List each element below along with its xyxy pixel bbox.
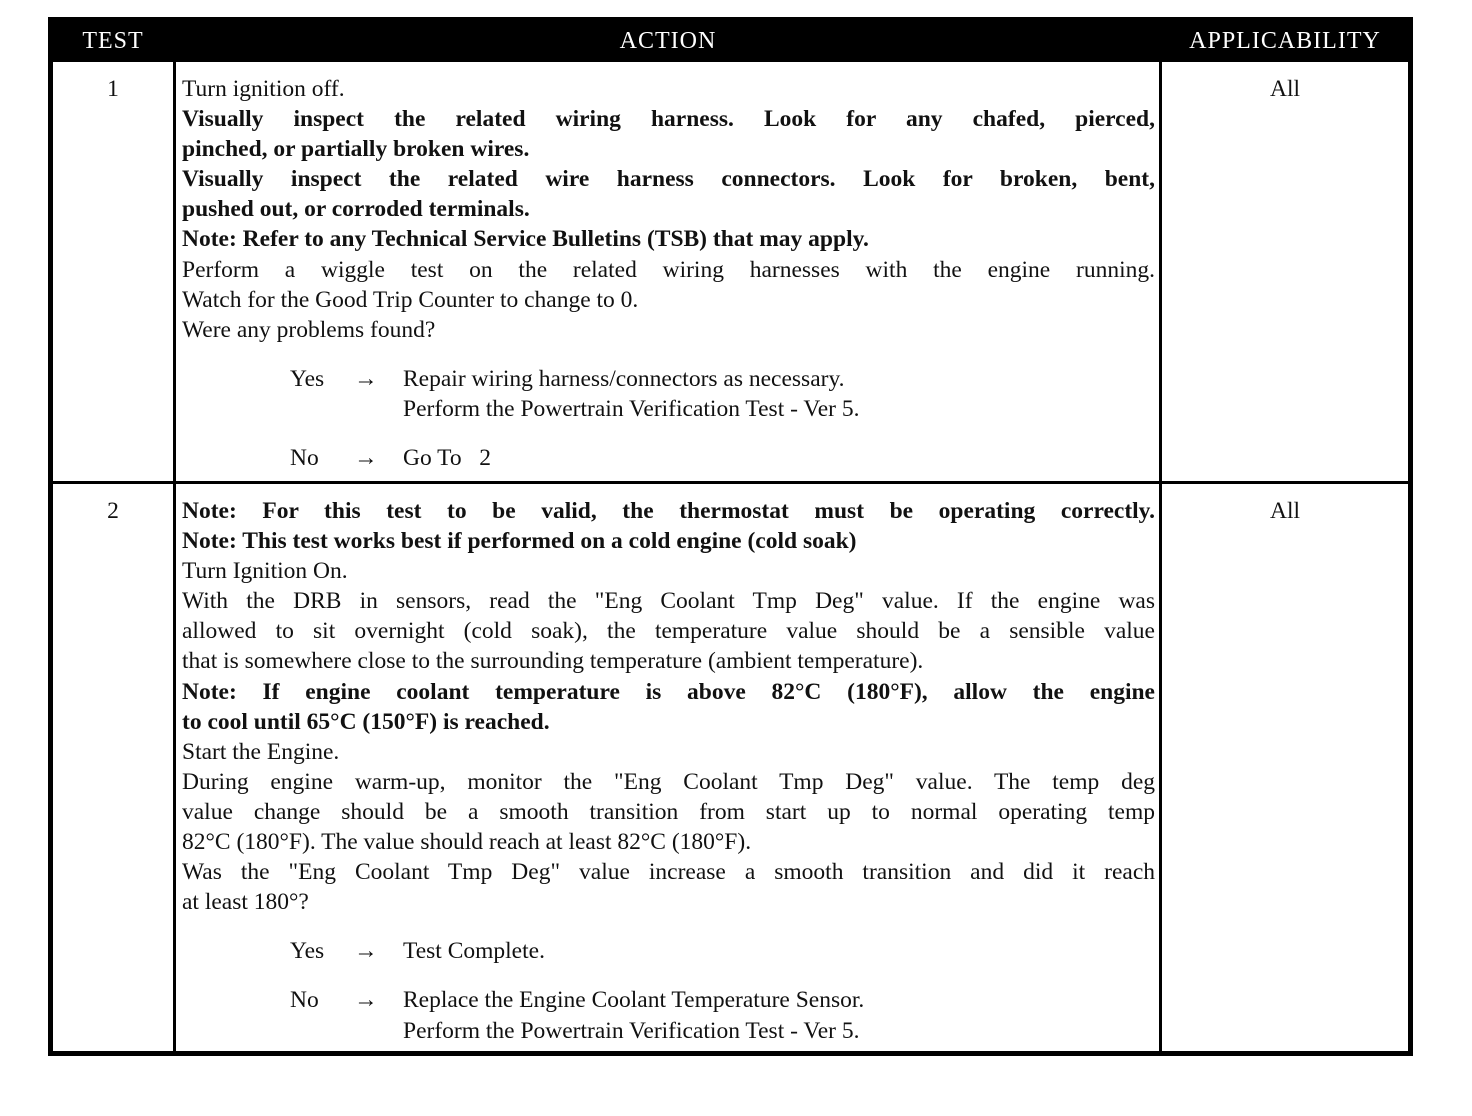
- action-line: value change should be a smooth transition from start up to normal operating temp: [182, 798, 1155, 825]
- action-cell-1: [182, 74, 1155, 473]
- action-line: Was the "Eng Coolant Tmp Deg" value increase a smooth transition and did it reach: [182, 859, 1155, 886]
- action-line: 82°C (180°F). The value should reach at least 82°C (180°F).: [182, 829, 752, 856]
- yes-label: Yes: [290, 365, 325, 392]
- action-line: Visually inspect the related wire harness connectors. Look for broken, bent,: [182, 166, 1155, 193]
- no-response-cont: [182, 1016, 1155, 1046]
- response-text: Perform the Powertrain Verification Test - Ver 5.: [403, 395, 860, 422]
- action-line: With the DRB in sensors, read the "Eng Coolant Tmp Deg" value. If the engine was: [182, 588, 1155, 615]
- arrow-icon: →: [354, 938, 378, 965]
- row-divider: [53, 481, 1408, 484]
- action-line: Turn ignition off.: [182, 76, 345, 102]
- action-line: Watch for the Good Trip Counter to change to 0.: [182, 286, 639, 313]
- no-response: [182, 443, 1155, 473]
- test-number-2: 2: [107, 498, 119, 524]
- action-line: pinched, or partially broken wires.: [182, 136, 530, 163]
- response-text: Perform the Powertrain Verification Test - Ver 5.: [403, 1017, 860, 1044]
- arrow-icon: →: [354, 445, 378, 472]
- action-line: Were any problems found?: [182, 316, 436, 343]
- column-divider: [173, 62, 176, 1056]
- action-line: Start the Engine.: [182, 738, 340, 765]
- action-line: Note: For this test to be valid, the thermostat must be operating correctly.: [182, 498, 1155, 524]
- applicability-1: All: [1269, 76, 1301, 102]
- applicability-2: All: [1269, 498, 1301, 524]
- action-line: Perform a wiggle test on the related wiring harnesses with the engine running.: [182, 256, 1155, 283]
- arrow-icon: →: [354, 365, 378, 392]
- no-label: No: [290, 987, 319, 1014]
- column-divider: [1159, 62, 1162, 1056]
- yes-label: Yes: [290, 938, 325, 965]
- action-line: Note: This test works best if performed on a cold engine (cold soak): [182, 528, 857, 555]
- no-label: No: [290, 445, 319, 472]
- response-text: Replace the Engine Coolant Temperature Sensor.: [403, 987, 865, 1014]
- action-line: Note: If engine coolant temperature is above 82°C (180°F), allow the engine: [182, 678, 1155, 705]
- action-line: that is somewhere close to the surrounding temperature (ambient temperature).: [182, 648, 924, 675]
- response-text: Repair wiring harness/connectors as necessary.: [403, 365, 845, 392]
- action-line: Note: Refer to any Technical Service Bulletins (TSB) that may apply.: [182, 226, 869, 253]
- action-line: During engine warm-up, monitor the "Eng Coolant Tmp Deg" value. The temp deg: [182, 768, 1155, 795]
- action-line: to cool until 65°C (150°F) is reached.: [182, 708, 550, 735]
- yes-response: [182, 936, 1155, 966]
- diagnostic-table: [48, 17, 1413, 1056]
- action-line: pushed out, or corroded terminals.: [182, 196, 530, 223]
- yes-response: [182, 364, 1155, 394]
- test-number-1: 1: [107, 76, 119, 102]
- yes-response-cont: [182, 394, 1155, 424]
- action-line: Visually inspect the related wiring harness. Look for any chafed, pierced,: [182, 106, 1155, 133]
- action-line: at least 180°?: [182, 889, 309, 916]
- no-response: [182, 985, 1155, 1015]
- table-header: [53, 22, 1408, 62]
- response-text: Go To 2: [403, 445, 492, 472]
- response-text: Test Complete.: [403, 938, 545, 965]
- action-line: Turn Ignition On.: [182, 558, 348, 585]
- header-applicability: APPLICABILITY: [1189, 28, 1381, 54]
- action-line: allowed to sit overnight (cold soak), the temperature value should be a sensible value: [182, 618, 1155, 645]
- arrow-icon: →: [354, 987, 378, 1014]
- header-test: TEST: [82, 28, 144, 54]
- action-cell-2: [182, 496, 1155, 1046]
- header-action: ACTION: [619, 28, 717, 54]
